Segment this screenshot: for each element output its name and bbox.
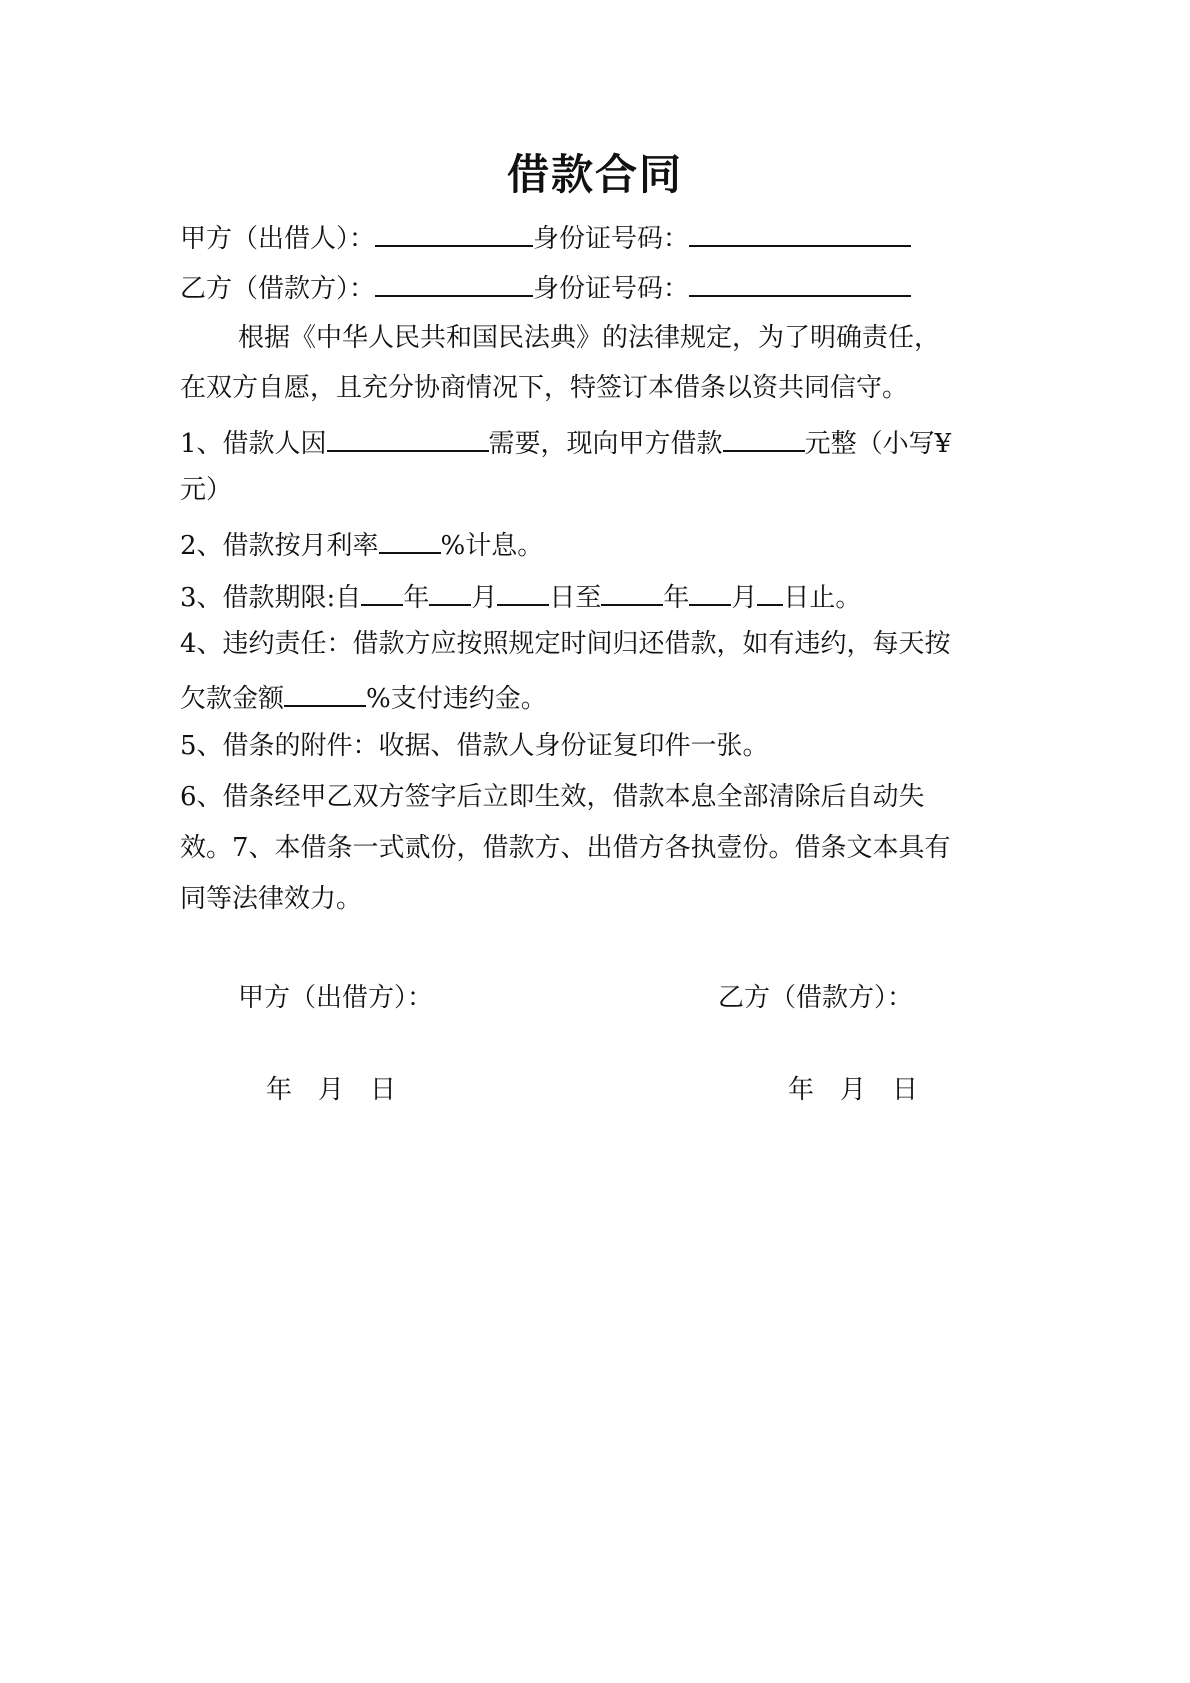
- party-a-id-field[interactable]: [689, 215, 911, 247]
- end-month-field[interactable]: [689, 574, 731, 606]
- clause-6-line-2: 效。7、本借条一式贰份，借款方、出借方各执壹份。借条文本具有: [180, 833, 951, 863]
- interest-rate-field[interactable]: [379, 522, 441, 554]
- party-a-name-field[interactable]: [375, 215, 533, 247]
- party-b-line: [180, 265, 1010, 309]
- loan-purpose-field[interactable]: [327, 420, 489, 452]
- preamble-line-2: 在双方自愿，且充分协商情况下，特签订本借条以资共同信守。: [180, 373, 909, 403]
- clause-3-month-a: 月: [471, 583, 498, 613]
- clause-3-month-b: 月: [731, 583, 758, 613]
- party-b-signature-date: 年 月 日: [788, 1075, 919, 1105]
- clause-6-line-3: 同等法律效力。: [180, 884, 363, 914]
- clause-4-text-a: 欠款金额: [180, 684, 285, 714]
- clause-4-text-b: %支付违约金。: [366, 684, 547, 714]
- clause-3-day-to: 日至: [549, 583, 602, 613]
- clause-1-text-c: 元整（小写¥: [804, 429, 952, 459]
- clause-5-line: 5、借条的附件：收据、借款人身份证复印件一张。: [180, 731, 769, 761]
- clause-1-text-a: 1、借款人因: [180, 429, 327, 459]
- clause-1-line-1: [180, 420, 1010, 464]
- page-title: 借款合同: [506, 150, 683, 199]
- end-year-field[interactable]: [601, 574, 663, 606]
- start-year-field[interactable]: [361, 574, 403, 606]
- party-b-name-field[interactable]: [375, 265, 533, 297]
- party-a-id-label: 身份证号码：: [533, 224, 690, 254]
- clause-4-line-1: 4、违约责任：借款方应按照规定时间归还借款，如有违约，每天按: [180, 629, 951, 659]
- party-b-signature-label: 乙方（借款方）：: [718, 983, 914, 1013]
- party-b-label: 乙方（借款方）：: [180, 274, 376, 304]
- clause-4-line-2: [180, 675, 1010, 719]
- party-a-signature-date: 年 月 日: [266, 1075, 397, 1105]
- clause-3-year-a: 年: [403, 583, 430, 613]
- clause-2-text-a: 2、借款按月利率: [180, 531, 379, 561]
- loan-amount-field[interactable]: [723, 420, 805, 452]
- end-day-field[interactable]: [757, 574, 783, 606]
- party-a-label: 甲方（出借人）：: [180, 224, 376, 254]
- penalty-rate-field[interactable]: [284, 675, 366, 707]
- clause-3-line: [180, 574, 1010, 618]
- start-day-field[interactable]: [497, 574, 549, 606]
- clause-3-year-b: 年: [663, 583, 690, 613]
- clause-3-end: 日止。: [783, 583, 862, 613]
- party-b-id-label: 身份证号码：: [533, 274, 690, 304]
- clause-2-line: [180, 522, 1010, 566]
- clause-1-line-2: 元）: [180, 475, 233, 505]
- party-a-signature-label: 甲方（出借方）：: [238, 983, 434, 1013]
- clause-1-text-b: 需要，现向甲方借款: [488, 429, 723, 459]
- clause-6-line-1: 6、借条经甲乙双方签字后立即生效，借款本息全部清除后自动失: [180, 782, 925, 812]
- preamble-line-1: 根据《中华人民共和国民法典》的法律规定，为了明确责任，: [238, 323, 941, 353]
- clause-3-text-a: 3、借款期限:自: [180, 583, 362, 613]
- party-a-line: [180, 215, 1010, 259]
- party-b-id-field[interactable]: [689, 265, 911, 297]
- start-month-field[interactable]: [429, 574, 471, 606]
- clause-2-text-b: %计息。: [440, 531, 544, 561]
